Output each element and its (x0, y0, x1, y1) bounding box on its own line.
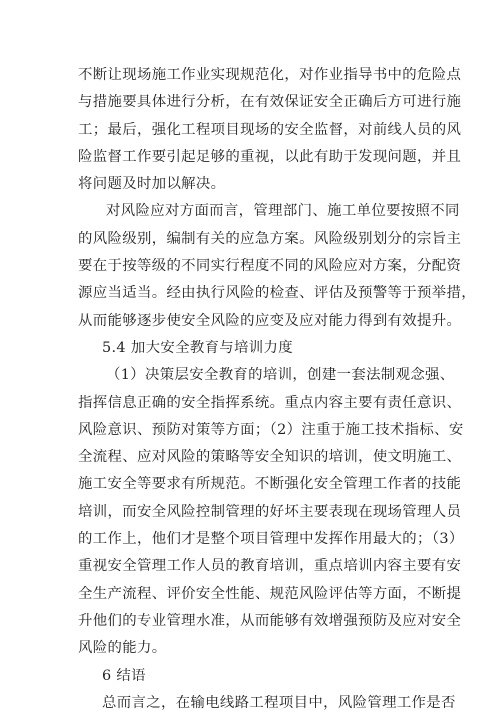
paragraph-line: 与措施要具体进行分析，在有效保证安全正确后方可进行施 (78, 94, 462, 111)
paragraph-line: 的风险级别，编制有关的应急方案。风险级别划分的宗旨主 (78, 230, 462, 247)
paragraph-line: 施工安全等要求有所规范。不断强化安全管理工作者的技能 (78, 476, 462, 493)
paragraph-line: 重视安全管理工作人员的教育培训，重点培训内容主要有安 (78, 558, 462, 575)
section-heading: 6 结语 (102, 667, 146, 684)
paragraph-line: 指挥信息正确的安全指挥系统。重点内容主要有责任意识、 (78, 394, 462, 411)
paragraph-line: 源应当适当。经由执行风险的检查、评估及预警等于预举措， (78, 285, 476, 302)
paragraph-line: 险监督工作要引起足够的重视，以此有助于发现问题，并且 (78, 148, 462, 165)
paragraph-line: 风险的能力。 (78, 640, 167, 657)
paragraph-line: 的工作上，他们才是整个项目管理中发挥作用最大的；（3） (78, 531, 464, 548)
paragraph-line: 总而言之，在输电线路工程项目中，风险管理工作是否 (102, 694, 456, 711)
section-heading: 5.4 加大安全教育与培训力度 (102, 339, 294, 356)
paragraph-line: 工；最后，强化工程项目现场的安全监督，对前线人员的风 (78, 121, 462, 138)
paragraph-line: 风险意识、预防对策等方面；（2）注重于施工技术指标、安 (78, 421, 464, 438)
paragraph-line: 全流程、应对风险的策略等安全知识的培训，使文明施工、 (78, 449, 462, 466)
paragraph-line: 培训，而安全风险控制管理的好坏主要表现在现场管理人员 (78, 503, 462, 520)
paragraph-line: 不断让现场施工作业实现规范化，对作业指导书中的危险点 (78, 67, 462, 83)
paragraph-line: 升他们的专业管理水准，从而能够有效增强预防及应对安全 (78, 612, 462, 629)
document-body (78, 62, 476, 717)
paragraph-line: 要在于按等级的不同实行程度不同的风险应对方案，分配资 (78, 258, 462, 275)
paragraph-line: 全生产流程、评价安全性能、规范风险评估等方面，不断提 (78, 585, 462, 602)
paragraph-line: 从而能够逐步使安全风险的应变及应对能力得到有效提升。 (78, 312, 462, 329)
paragraph-line: 对风险应对方面而言，管理部门、施工单位要按照不同 (106, 203, 460, 220)
paragraph-line: 将问题及时加以解决。 (78, 176, 226, 193)
paragraph-line: （1）决策层安全教育的培训，创建一套法制观念强、 (106, 367, 455, 384)
